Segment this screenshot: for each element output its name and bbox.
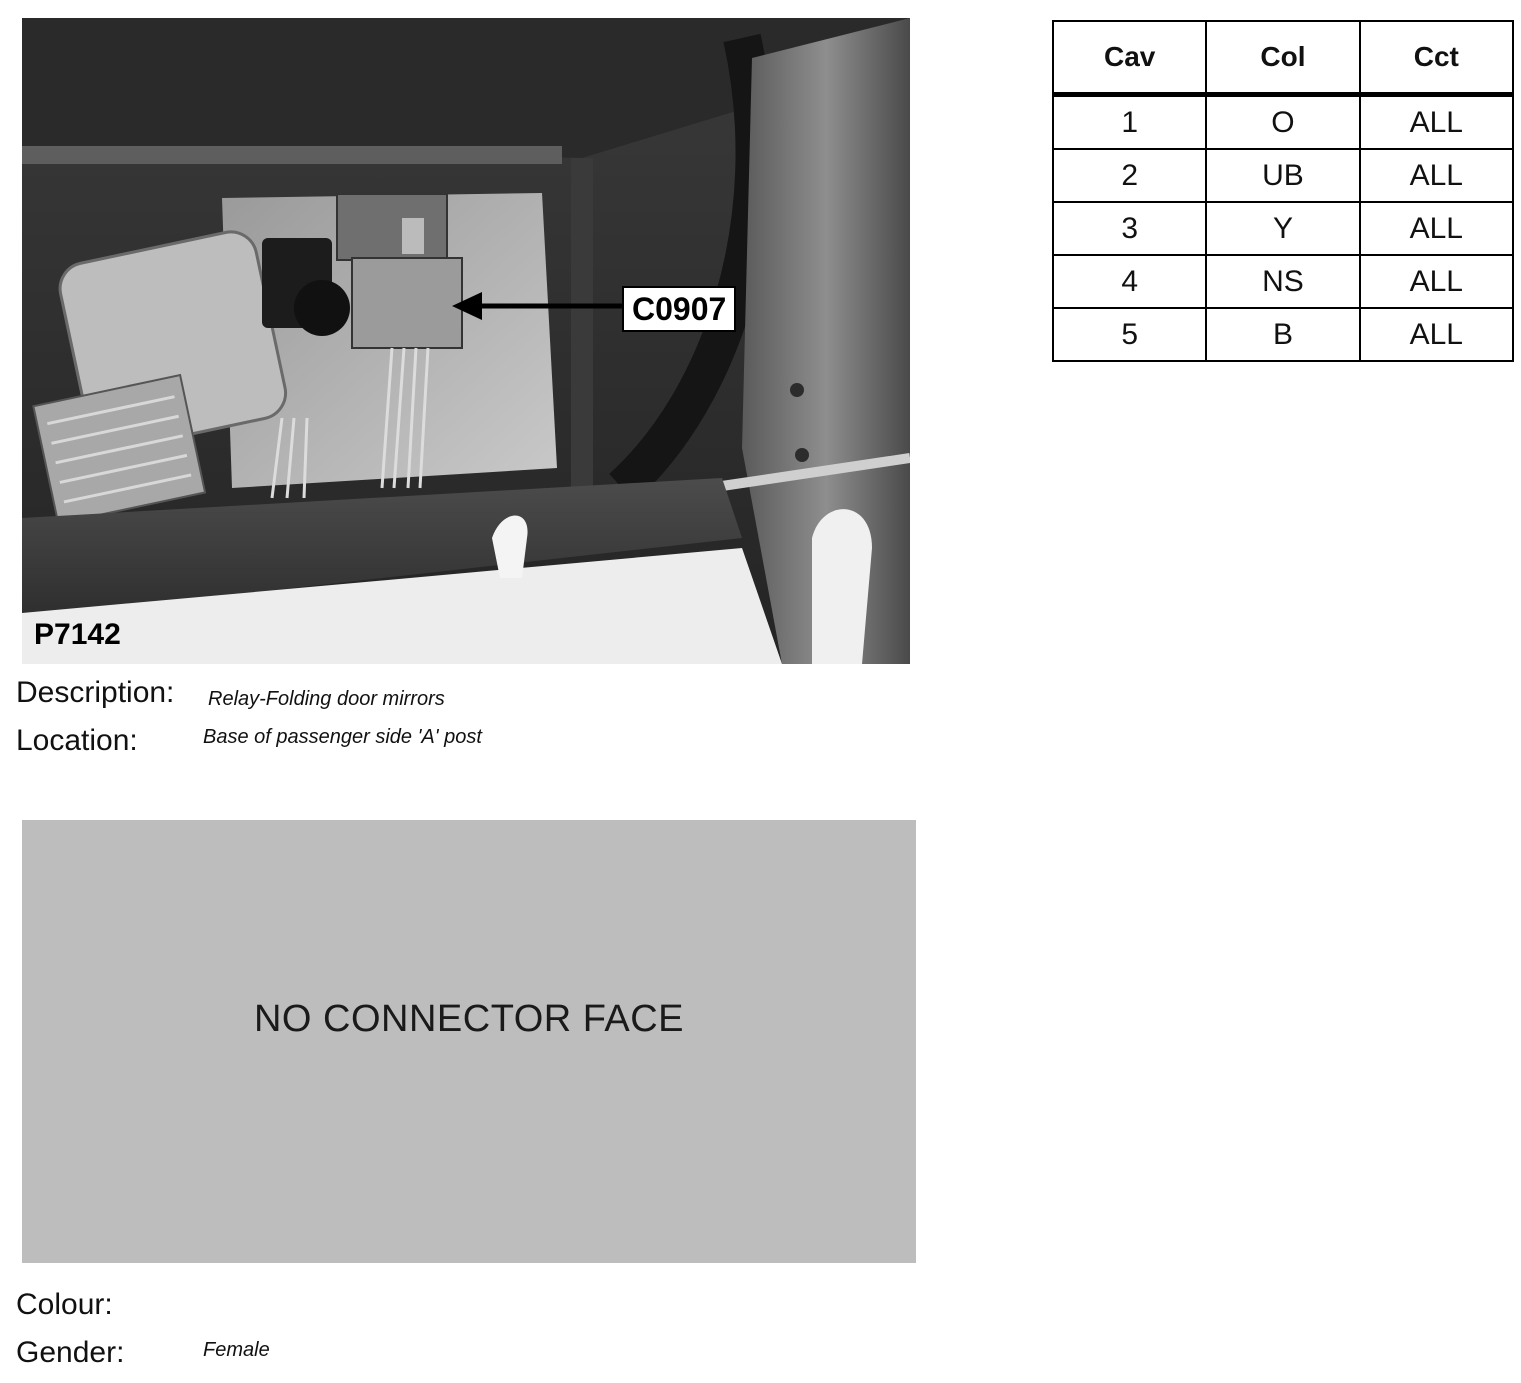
pin-table-header-row (1053, 21, 1513, 95)
cell-col: O (1206, 95, 1359, 150)
gender-value: Female (203, 1339, 270, 1361)
relay-location-photo (22, 18, 910, 664)
location-label: Location: (16, 724, 138, 757)
cell-col: NS (1206, 255, 1359, 308)
colour-label: Colour: (16, 1288, 113, 1321)
cell-cct: ALL (1360, 255, 1513, 308)
cell-cav: 5 (1053, 308, 1206, 361)
cell-cct: ALL (1360, 149, 1513, 202)
table-row (1053, 202, 1513, 255)
cell-cav: 1 (1053, 95, 1206, 150)
no-connector-face-text: NO CONNECTOR FACE (253, 998, 685, 1040)
cell-cct: ALL (1360, 308, 1513, 361)
table-row (1053, 95, 1513, 150)
table-row (1053, 149, 1513, 202)
cell-col: B (1206, 308, 1359, 361)
cell-col: UB (1206, 149, 1359, 202)
location-value: Base of passenger side 'A' post (203, 726, 482, 748)
gender-label: Gender: (16, 1336, 125, 1369)
table-row (1053, 255, 1513, 308)
header-cav: Cav (1053, 21, 1206, 95)
cell-col: Y (1206, 202, 1359, 255)
header-col: Col (1206, 21, 1359, 95)
cell-cct: ALL (1360, 202, 1513, 255)
photo-id: P7142 (34, 618, 121, 651)
cell-cav: 4 (1053, 255, 1206, 308)
cell-cav: 2 (1053, 149, 1206, 202)
photo-illustration (22, 18, 910, 664)
pin-table (1052, 20, 1514, 362)
cell-cct: ALL (1360, 95, 1513, 150)
description-label: Description: (16, 676, 175, 709)
table-row (1053, 308, 1513, 361)
cell-cav: 3 (1053, 202, 1206, 255)
connector-callout-label: C0907 (622, 286, 736, 332)
header-cct: Cct (1360, 21, 1513, 95)
connector-face-panel (22, 820, 916, 1263)
description-value: Relay-Folding door mirrors (208, 688, 445, 710)
